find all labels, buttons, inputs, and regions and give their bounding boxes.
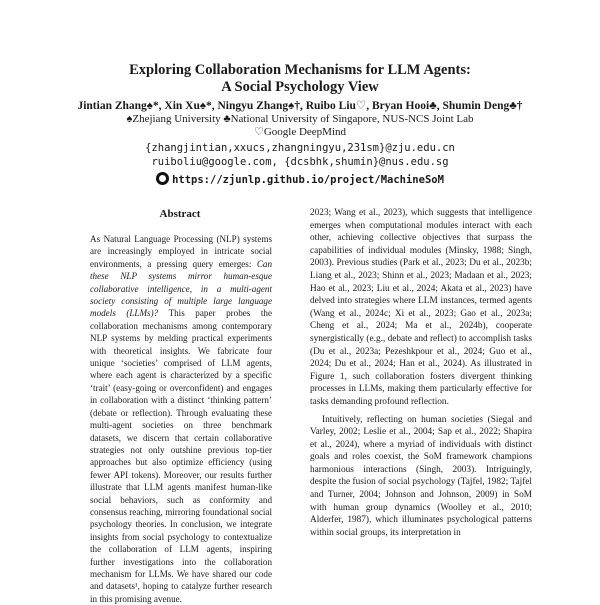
abstract-text — [90, 233, 272, 605]
abstract-heading: Abstract — [159, 208, 201, 220]
abstract-intro: As Natural Language Processing (NLP) systems are increasingly employed in intricate social environments, a pressing query emerges: — [90, 234, 272, 269]
github-icon — [156, 172, 169, 185]
email-line-2: ruiboliu@google.com, {dcsbhk,shumin}@nus.edu.sg — [151, 156, 449, 168]
affiliation-line-1: ♠Zhejiang University ♣National University of Singapore, NUS-NCS Joint Lab — [126, 113, 474, 125]
project-link-row — [0, 172, 600, 186]
body-column-right — [310, 207, 532, 539]
abstract-question: Can these NLP systems mirror human-esque collaborative intelligence, in a multi-agent society consisting of multiple large language models (LLMs)? — [90, 258, 272, 319]
paper-title — [0, 62, 600, 96]
affiliation-line-2: ♡Google DeepMind — [253, 126, 347, 138]
author-list: Jintian Zhang♠*, Xin Xu♠*, Ningyu Zhang♠†, Ruibo Liu♡, Bryan Hooi♣, Shumin Deng♣† — [77, 100, 523, 112]
body-paragraph-1: 2023; Wang et al., 2023), which suggests that intelligence emerges when computational modules interact with each other, achieving collective objectives that surpass the capabilities of individual modules (Minsky, 1988; Singh, 2003). Previous studies (Park et al., 2023; Du et al., 2023b; Liang et al., 2023; Shinn et al., 2023; Madaan et al., 2023; Hao et al., 2023; Liu et al., 2024; Akata et al., 2023) have delved into strategies where LLM instances, termed agents (Wang et al., 2024c; Xi et al., 2023; Gao et al., 2023a; Cheng et al., 2024; Ma et al., 2024b), cooperate synergistically (e.g., debate and reflect) to accomplish tasks (Du et al., 2023a; Pezeshkpour et al., 2024; Guo et al., 2024; Du et al., 2024; Han et al., 2024). As illustrated in Figure 1, such collaboration fosters divergent thinking processes in LLMs, making them particularly effective for tasks demanding profound reflection. — [310, 208, 532, 407]
title-line-1: Exploring Collaboration Mechanisms for LLM Agents: — [129, 62, 471, 78]
email-line-1: {zhangjintian,xxucs,zhangningyu,231sm}@zju.edu.cn — [145, 142, 455, 154]
project-url-link[interactable]: https://zjunlp.github.io/project/MachineSoM — [172, 174, 444, 186]
abstract-body: This paper probes the collaboration mechanisms among contemporary NLP systems by melding practical experiments with theoretical insights. We fabricate four unique ‘societies’ comprised of LLM agents, where each agent is characterized by a specific ‘trait’ (easy-going or overconfident) and engages in collaboration with a distinct ‘thinking pattern’ (debate or reflection). Through evaluating these multi-agent societies on three benchmark datasets, we discern that certain collaborative strategies not only outshine previous top-tier approaches but also optimize efficiency (using fewer API tokens). Moreover, our results further illustrate that LLM agents manifest human-like social behaviors, such as conformity and consensus reaching, mirroring foundational social psychology theories. In conclusion, we integrate insights from social psychology to contextualize the collaboration of LLM agents, inspiring further investigations into the collaboration mechanism for LLMs. We have shared our code and datasets¹, hoping to catalyze further research in this promising avenue. — [90, 308, 272, 604]
body-paragraph-2: Intuitively, reflecting on human societies (Siegal and Varley, 2002; Leslie et al., 2004; Sap et al., 2022; Shapira et al., 2024), where a myriad of individuals with distinct goals and roles coexist, the SoM framework champions harmonious interactions (Singh, 2003). Intriguingly, despite the fusion of social psychology (Tajfel, 1982; Tajfel and Turner, 2004; Johnson and Johnson, 2009) in SoM with human group dynamics (Woolley et al., 2010; Alderfer, 1987), which illuminates psychological patterns within social groups, its interpretation in — [310, 414, 532, 538]
title-line-2: A Social Psychology View — [221, 79, 379, 95]
